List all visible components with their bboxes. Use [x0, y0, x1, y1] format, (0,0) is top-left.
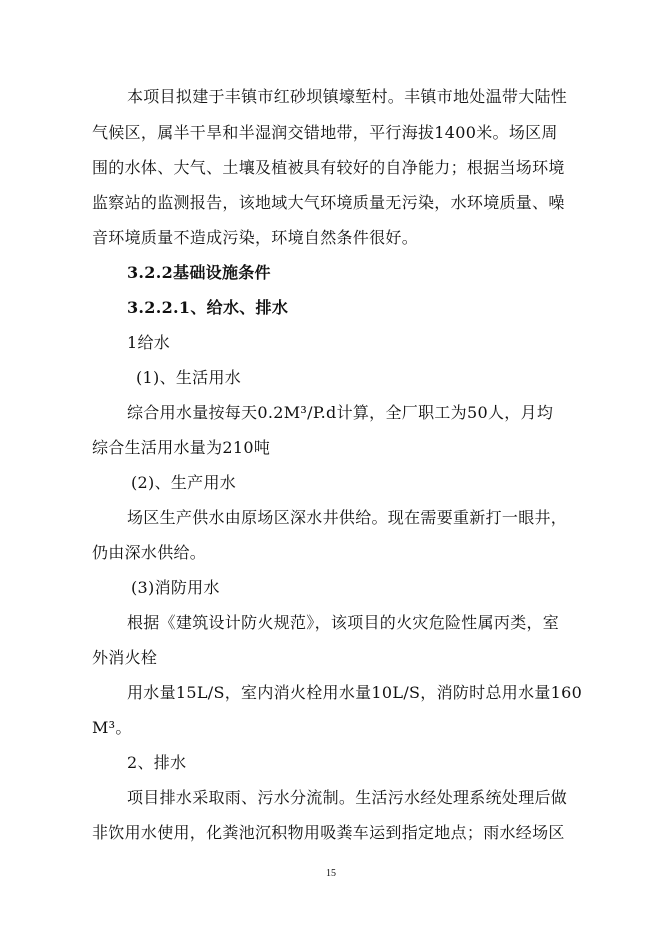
paragraph-line: 项目排水采取雨、污水分流制。生活污水经处理系统处理后做	[127, 788, 568, 807]
paragraph-line: 非饮用水使用，化粪池沉积物用吸粪车运到指定地点；雨水经场区	[92, 823, 565, 842]
page-number: 15	[326, 868, 336, 879]
paragraph-line: M³。	[92, 718, 132, 737]
item-heading: (3)消防用水	[131, 578, 220, 597]
section-heading: 3.2.2基础设施条件	[127, 263, 271, 282]
item-heading: (2)、生产用水	[131, 473, 237, 492]
paragraph-line: 根据《建筑设计防火规范》，该项目的火灾危险性属丙类，室	[127, 613, 560, 632]
paragraph-line: 仍由深水供给。	[92, 543, 207, 562]
paragraph-line: 本项目拟建于丰镇市红砂坝镇壕堑村。丰镇市地处温带大陆性	[127, 87, 568, 106]
paragraph-line: 围的水体、大气、土壤及植被具有较好的自净能力；根据当场环境	[92, 158, 565, 177]
paragraph-line: 综合用水量按每天0.2M³/P.d计算，全厂职工为50人，月均	[127, 403, 554, 422]
paragraph-line: 监察站的监测报告，该地域大气环境质量无污染，水环境质量、噪	[92, 193, 565, 212]
paragraph-line: 气候区，属半干旱和半湿润交错地带，平行海拔1400米。场区周	[92, 123, 558, 142]
paragraph-line: 场区生产供水由原场区深水井供给。现在需要重新打一眼井，	[127, 508, 568, 527]
subsection-heading: 3.2.2.1、给水、排水	[127, 298, 289, 317]
item-heading: 2、排水	[127, 753, 187, 772]
paragraph-line: 音环境质量不造成污染，环境自然条件很好。	[92, 228, 419, 247]
paragraph-line: 综合生活用水量为210吨	[92, 438, 271, 457]
item-heading: 1给水	[127, 333, 171, 352]
paragraph-line: 外消火栓	[92, 648, 158, 667]
item-heading: (1)、生活用水	[136, 368, 242, 387]
paragraph-line: 用水量15L/S，室内消火栓用水量10L/S，消防时总用水量160	[127, 683, 583, 702]
